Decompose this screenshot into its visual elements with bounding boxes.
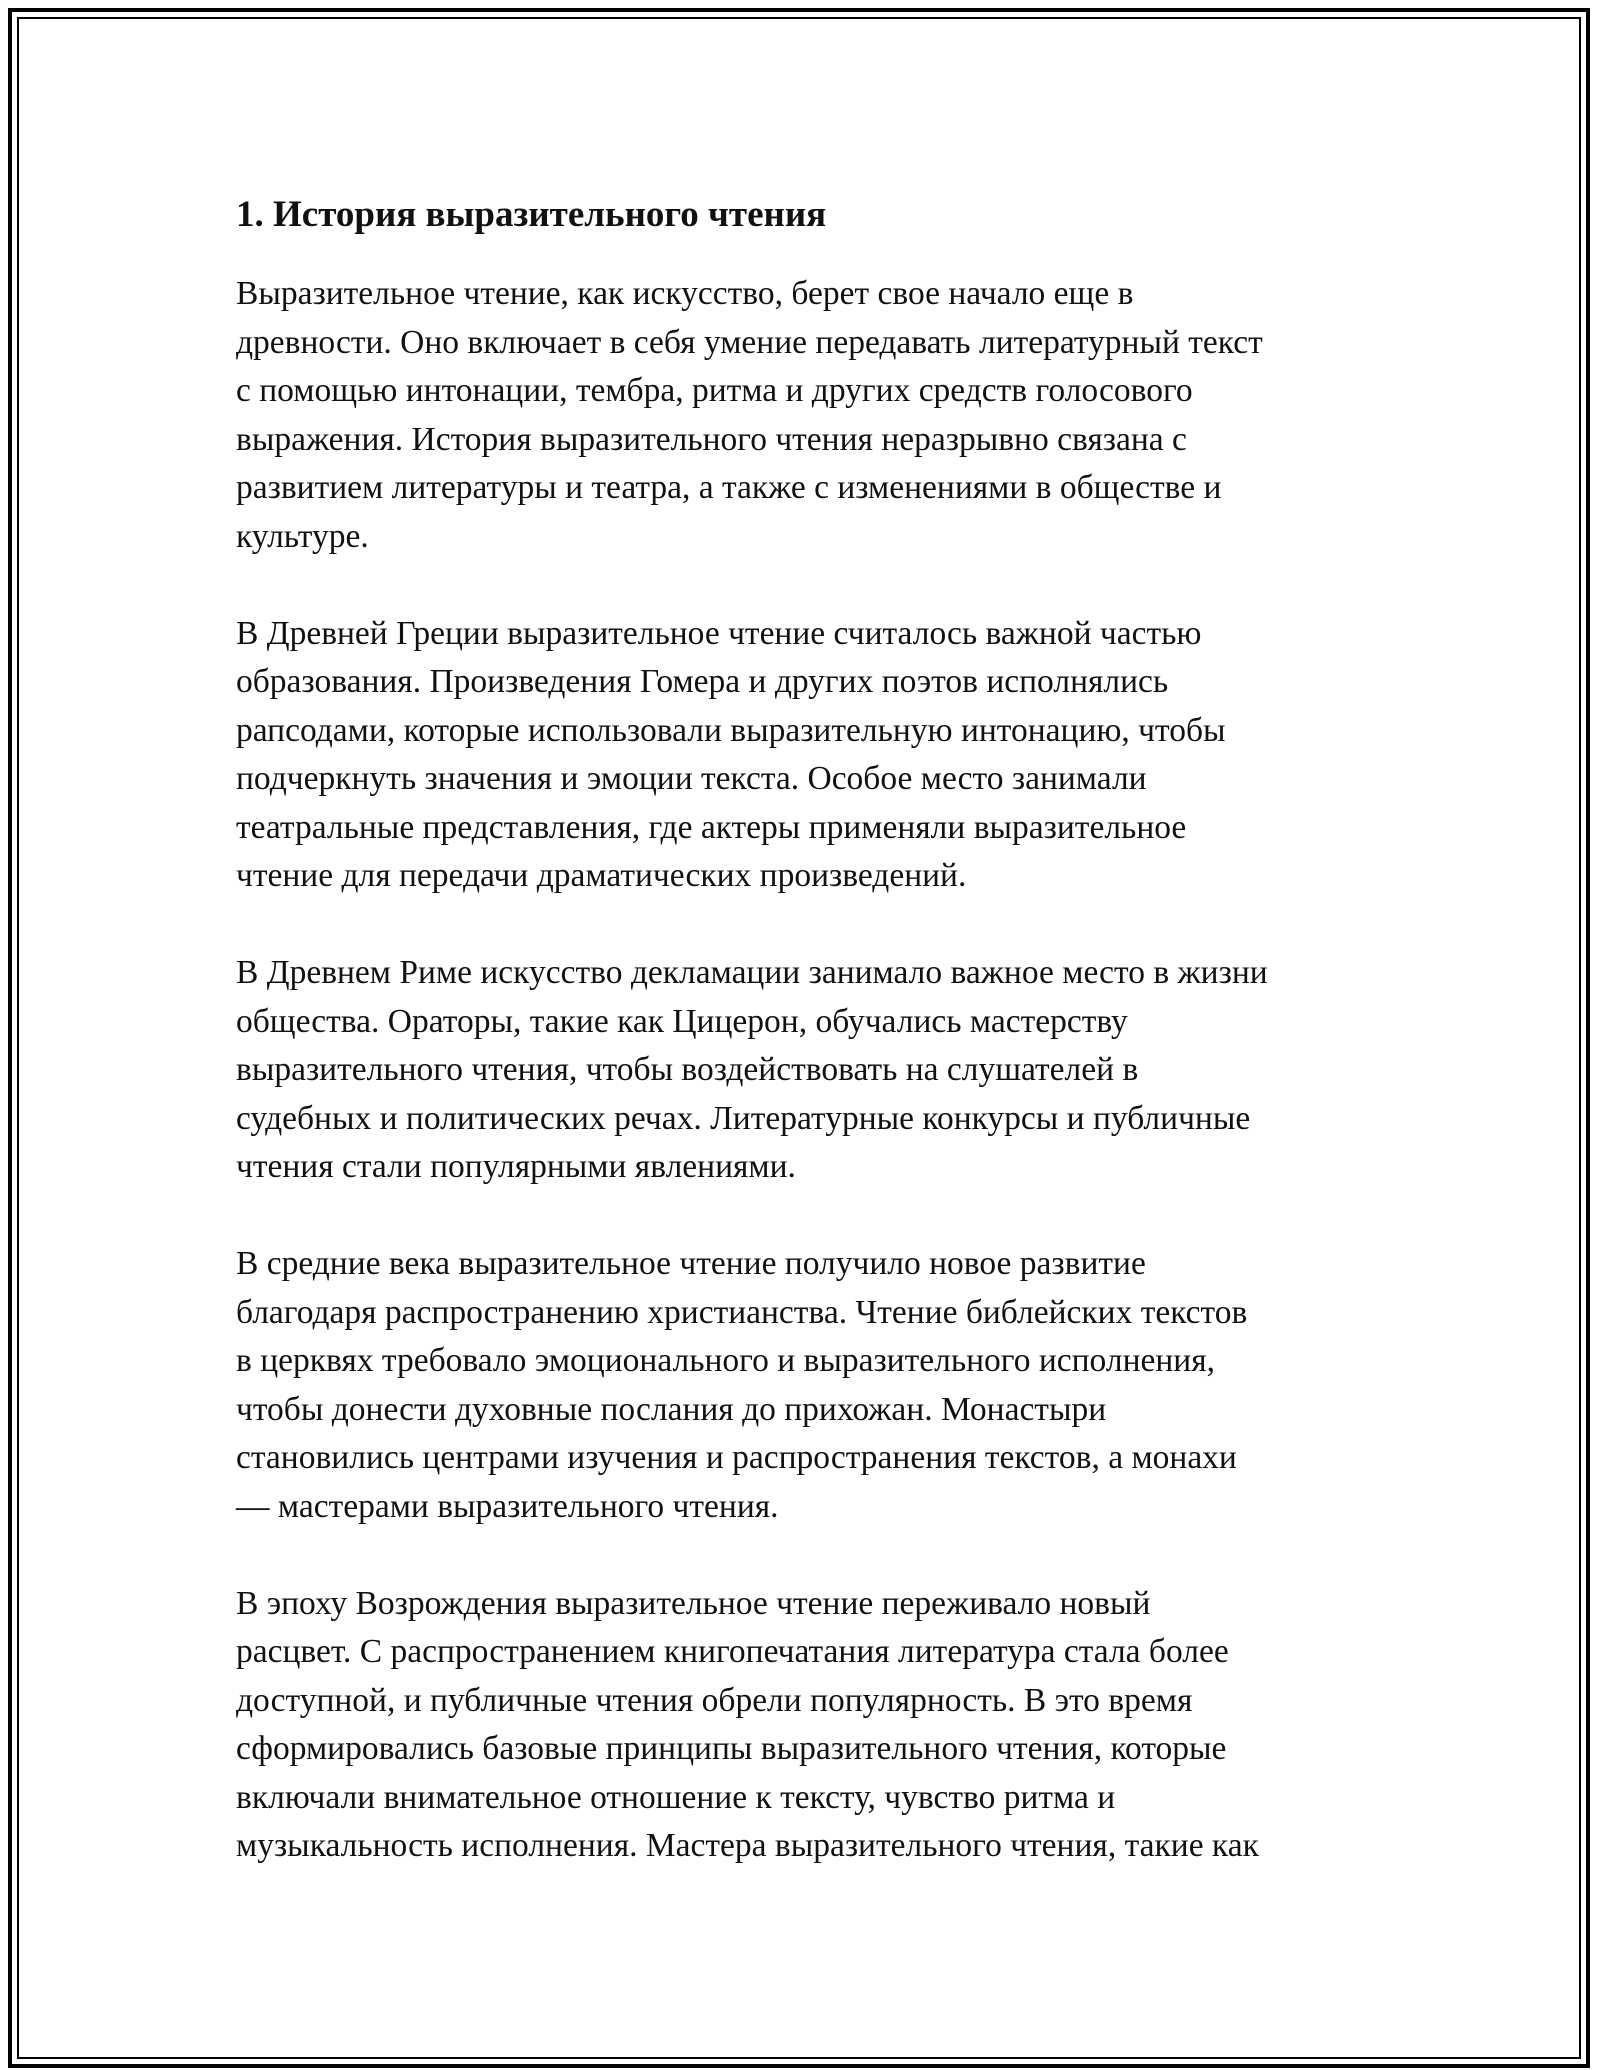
text-line: В Древнем Риме искусство декламации занимало важное место в жизни: [236, 954, 1268, 991]
text-line: общества. Ораторы, такие как Цицерон, обучались мастерству: [236, 1002, 1128, 1040]
text-line: музыкальность исполнения. Мастера выразительного чтения, такие как: [236, 1827, 1259, 1864]
paragraph-3: [236, 949, 1396, 1192]
text-line: расцвет. С распространением книгопечатания литература стала более: [236, 1633, 1229, 1670]
text-line: благодаря распространению христианства. Чтение библейских текстов: [236, 1293, 1248, 1331]
text-line: выразительного чтения, чтобы воздействовать на слушателей в: [236, 1051, 1139, 1088]
section-heading: 1. История выразительного чтения: [236, 194, 827, 235]
text-line: Выразительное чтение, как искусство, берет свое начало еще в: [236, 275, 1134, 312]
document-body: [236, 180, 1396, 1919]
text-line: становились центрами изучения и распространения текстов, а монахи: [236, 1439, 1237, 1476]
paragraph-5: [236, 1580, 1396, 1871]
text-line: судебных и политических речах. Литературные конкурсы и публичные: [236, 1099, 1251, 1137]
text-line: древности. Оно включает в себя умение передавать литературный текст: [236, 323, 1263, 361]
text-line: — мастерами выразительного чтения.: [236, 1487, 779, 1525]
text-line: чтения стали популярными явлениями.: [236, 1148, 796, 1185]
text-line: доступной, и публичные чтения обрели популярность. В это время: [236, 1681, 1193, 1719]
paragraph-1: [236, 270, 1396, 561]
text-line: чтобы донести духовные послания до прихожан. Монастыри: [236, 1390, 1107, 1428]
text-line: театральные представления, где актеры применяли выразительное: [236, 808, 1187, 846]
text-line: в церквях требовало эмоционального и выразительного исполнения,: [236, 1342, 1216, 1379]
text-line: образования. Произведения Гомера и других поэтов исполнялись: [236, 663, 1169, 700]
text-line: подчеркнуть значения и эмоции текста. Особое место занимали: [236, 760, 1147, 797]
text-line: рапсодами, которые использовали выразительную интонацию, чтобы: [236, 711, 1226, 749]
text-line: развитием литературы и театра, а также с изменениями в обществе и: [236, 469, 1222, 506]
text-line: В Древней Греции выразительное чтение считалось важной частью: [236, 614, 1202, 652]
paragraph-2: [236, 610, 1396, 901]
text-line: В эпоху Возрождения выразительное чтение переживало новый: [236, 1584, 1151, 1622]
text-line: культуре.: [236, 517, 369, 555]
text-line: чтение для передачи драматических произведений.: [236, 857, 967, 894]
text-line: В средние века выразительное чтение получило новое развитие: [236, 1245, 1146, 1282]
paragraph-4: [236, 1240, 1396, 1531]
text-line: сформировались базовые принципы выразительного чтения, которые: [236, 1730, 1227, 1767]
text-line: включали внимательное отношение к тексту, чувство ритма и: [236, 1778, 1116, 1816]
text-line: с помощью интонации, тембра, ритма и других средств голосового: [236, 372, 1193, 409]
text-line: выражения. История выразительного чтения неразрывно связана с: [236, 420, 1187, 458]
